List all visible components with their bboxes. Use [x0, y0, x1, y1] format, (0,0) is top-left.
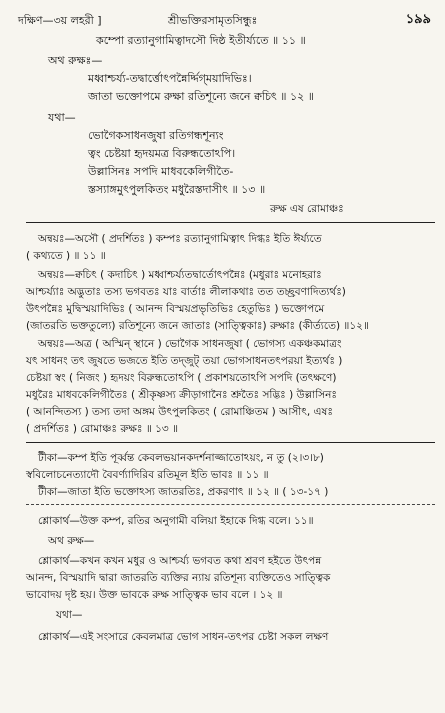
- verse-13-line: ভোগৈকসাধনজুষা রতিগন্ধশূন্যং: [88, 129, 224, 142]
- tika-line: স্ববিলোচনেত্যাদৌ বৈবর্ণ্যাদিরিব রতিমূল ইতি ভাবঃ ॥ ১১ ॥: [26, 469, 269, 481]
- anvaya-line: ( আনন্দিতস্য ) তস্য তদা অঙ্গম উৎপুলকিতং ( রোমাঞ্চিতম ) আসীৎ, এষঃ: [26, 406, 333, 418]
- section-divider: [26, 442, 435, 443]
- anvaya-line: চেষ্টয়া স্বং ( নিজং ) হৃদয়ং বিরুন্ধতোঽপি ( প্রকাশয়তোঽপি সপদি (তৎক্ষণে): [26, 372, 337, 384]
- tika-line: টীকা—কম্প ইতি পূর্ব্বন্ত কেবলভয়ানকদর্শনাজ্জাতোঽয়ং, ন তু (২।৩।৮): [38, 452, 324, 464]
- page-number: ১৯৯: [405, 12, 431, 27]
- translation-line: শ্লোকার্থ—উক্ত কম্প, রতির অনুগামী বলিয়া ইহাকে দিগ্ধ বলে। ১১॥: [38, 515, 314, 527]
- tika-line: টীকা—জাতা ইতি ভক্তোঽস্য জাতরতিঃ, প্রকরণাৎ ॥ ১২ ॥ ( ১৩-১৭ ): [38, 486, 329, 498]
- example-yatha-label: যথা—: [48, 111, 76, 124]
- anvaya-line: আশ্চর্য্যাঃ অদ্ভুতাঃ তস্য ভগবতঃ যাঃ বার্তাঃ লীলাকথাঃ তত তচ্ছ্রবণাদিত্যর্থঃ): [26, 286, 346, 298]
- anvaya-11-cont: ( কথ্যতে ) ॥ ১১ ॥: [26, 250, 106, 262]
- translation-subhead: যথা—: [56, 609, 83, 621]
- verse-11-end: কম্পো রত্যানুগামিত্বাদসৌ দিষ্ঠ ইতীর্য্যতে ॥ ১১ ॥: [96, 34, 306, 47]
- anvaya-11: অন্বয়ঃ—অসৌ ( প্রদর্শিতঃ ) কম্পঃ রত্যানুগামিত্বাৎ দিগ্ধঃ ইতি ঈর্য্যতে: [38, 233, 322, 245]
- header-chapter: দক্ষিণ—৩য় লহরী ]: [18, 14, 102, 27]
- section-divider: [26, 504, 435, 505]
- verse-12-line: জাতা ভক্তোপমে রুক্ষা রতিশূন্যে জনে ক্বচিৎ ॥ ১২ ॥: [88, 90, 315, 103]
- example-rukkha-label: অথ রুক্ষঃ—: [48, 54, 103, 67]
- anvaya-line: যৎ সাধনং তৎ জুষতে ভজতে ইতি তদ্‌জুট্ তয়া ভোগসাধনতৎপরয়া ইত্যর্থঃ ): [26, 355, 343, 367]
- anvaya-line: অন্বয়ঃ—ক্বচিৎ ( কদাচিৎ ) মধ্বাশ্চর্য্যতদ্বার্তোৎপন্নৈঃ (মধুরাঃ মনোহরাঃ: [38, 269, 322, 281]
- verse-12-line: মধ্বাশ্চর্য্য-তদ্বার্ত্তোৎপন্নৈর্দ্দিগ্‌ময়াদিভিঃ।: [88, 72, 252, 85]
- anvaya-line: (জাতরতি ভক্ততুল্যে) রতিশূন্যে জনে জাতাঃ (সাত্ত্বিকাঃ) রুক্ষাঃ (কীর্ত্যতে) ॥১২॥: [26, 320, 369, 332]
- verse-13-line: স্তস্যাঙ্গমুৎপুলকিতং মধুরৈস্তদাসীৎ ॥ ১৩ ॥: [88, 183, 266, 196]
- anvaya-line: মধুরৈঃ মাধবকেলিগীতৈঃ ( শ্রীকৃষ্ণস্য ক্রীড়াগানৈঃ শ্রুতৈঃ সদ্ভিঃ ) উল্লাসিনঃ: [26, 389, 338, 401]
- section-divider: [26, 222, 435, 223]
- translation-line: ভাবোদয় দৃষ্ট হয়। উক্ত ভাবকে রুক্ষ সাত্ত্বিক ভাব বলে । ১২ ॥: [26, 589, 283, 601]
- anvaya-line: উৎপন্নৈঃ মুদ্বিস্ময়াদিভিঃ ( আনন্দ বিস্ময়প্রভৃতিভিঃ হেতুভিঃ ) ভক্তোপমে: [26, 303, 325, 315]
- verse-13-line: উল্লাসিনঃ সপদি মাধবকেলিগীতৈ-: [88, 165, 234, 178]
- anvaya-line: ( প্রদর্শিতঃ ) রোমাঞ্চঃ রুক্ষঃ ॥ ১৩ ॥: [26, 423, 179, 435]
- running-header: [18, 10, 431, 28]
- translation-subhead: অথ রুক্ষ—: [48, 535, 95, 547]
- verse-13-subtitle: রুক্ষ এষ রোমাঞ্চঃ: [270, 203, 344, 215]
- translation-line: শ্লোকার্থ—এই সংসারে কেবলমাত্র ভোগ সাধন-তৎপর চেষ্টা সকল লক্ষণ: [38, 631, 329, 643]
- translation-line: আনন্দ, বিস্ময়াদি দ্বারা জাতরতি ব্যক্তির ন্যায় রতিশূন্য ব্যক্তিতেও সাত্ত্বিক: [26, 572, 331, 584]
- translation-line: শ্লোকার্থ—কখন কখন মধুর ও আশ্চর্য্য ভগবত কথা শ্রবণ হইতে উৎপন্ন: [38, 555, 322, 567]
- header-book-title: শ্রীভক্তিরসামৃতসিন্ধুঃ: [168, 14, 258, 27]
- anvaya-line: অন্বয়ঃ—অত্র ( অস্মিন্ স্থানে ) ভোগৈক সাধনজুষা ( ভোগস্য একঞ্চকমাত্রং: [38, 338, 342, 350]
- verse-13-line: ত্বং চেষ্টয়া হৃদয়মত্র বিরুন্ধতোঽপি।: [88, 147, 236, 160]
